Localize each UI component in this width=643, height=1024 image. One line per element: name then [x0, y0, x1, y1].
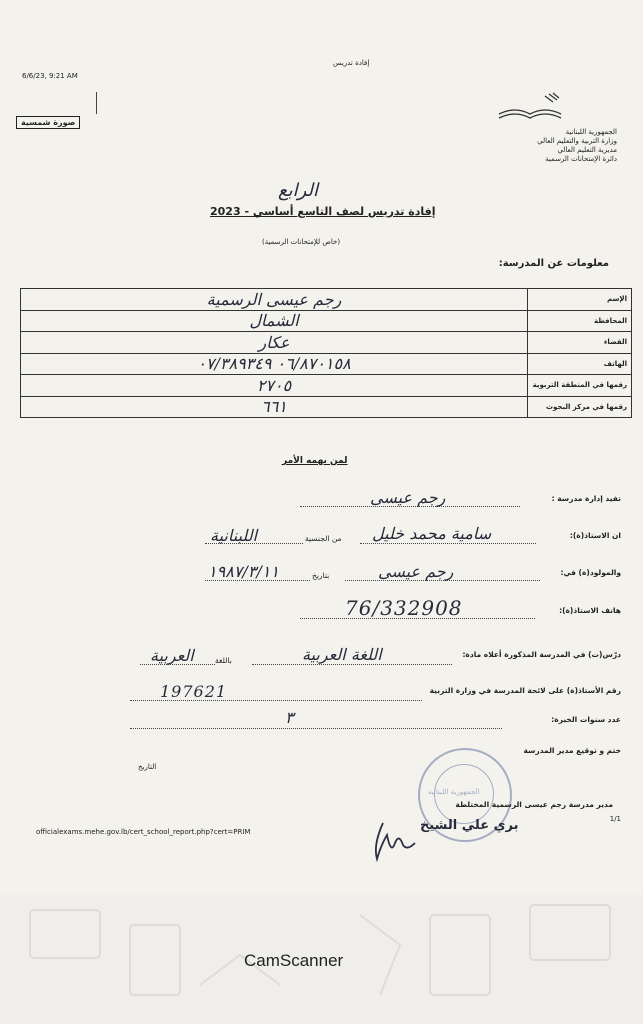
stamp-text: الجمهورية اللبنانية	[428, 788, 480, 796]
teacher-name-value: سامية محمد خليل	[372, 524, 492, 543]
ministry-line: وزارة التربية والتعليم العالي	[537, 137, 617, 145]
document-subtitle: (خاص للإمتحانات الرسمية)	[262, 238, 341, 246]
to-whom-heading: لمن يهمه الأمر	[282, 456, 348, 466]
teacher-number-value: 197621	[160, 682, 228, 701]
fill-line	[130, 728, 502, 729]
school-info-table	[20, 288, 632, 418]
research-number-value: ٦٦١	[21, 396, 528, 418]
teacher-phone-value: 76/332908	[345, 596, 463, 620]
date-label: التاريخ	[138, 763, 157, 771]
ministry-line: مديرية التعليم العالي	[557, 146, 617, 154]
teacher-label: ان الاستاذ(ة):	[569, 531, 621, 540]
table-row	[21, 353, 632, 375]
district-value: عكار	[21, 332, 528, 354]
birthdate-label: بتاريخ	[312, 571, 330, 580]
camscanner-brand: CamScanner	[244, 951, 344, 970]
phone-label: الهاتف	[528, 353, 632, 375]
director-name: بري علي الشيخ	[420, 818, 519, 833]
fill-line	[360, 543, 536, 544]
experience-label: عدد سنوات الخبرة:	[551, 715, 621, 724]
book-logo-icon	[495, 92, 565, 124]
school-admin-label: تفيد إدارة مدرسة :	[551, 494, 621, 503]
research-number-label: رقمها في مركز البحوث	[528, 396, 632, 418]
signature-icon	[365, 815, 420, 865]
ministry-line: الجمهورية اللبنانية	[565, 128, 617, 136]
nationality-value: اللبنانية	[210, 526, 258, 545]
school-name-label: الإسم	[528, 289, 632, 311]
district-label: القضاء	[528, 332, 632, 354]
ministry-line: دائرة الإمتحانات الرسمية	[545, 155, 617, 163]
nationality-label: من الجنسية	[305, 534, 342, 543]
governorate-label: المحافظة	[528, 310, 632, 332]
school-admin-value: رجم عيسى	[370, 488, 446, 507]
language-label: باللغة	[215, 656, 232, 665]
document-title: إفادة تدريس لصف التاسع أساسي - 2023	[210, 205, 436, 218]
margin-mark	[96, 92, 97, 114]
birthplace-value: رجم عيسى	[378, 562, 454, 581]
table-row	[21, 375, 632, 397]
birthdate-value: ١٩٨٧/٣/١١	[208, 562, 279, 581]
governorate-value: الشمال	[21, 310, 528, 332]
language-value: العربية	[150, 646, 194, 665]
subject-value: اللغة العربية	[302, 645, 382, 664]
school-info-heading: معلومات عن المدرسة:	[498, 258, 609, 269]
table-row	[21, 289, 632, 311]
experience-value: ٣	[285, 708, 294, 727]
fill-line	[252, 664, 452, 665]
region-number-label: رقمها في المنطقة التربوية	[528, 375, 632, 397]
subject-label: درّس(ت) في المدرسة المذكورة أعلاه مادة:	[462, 650, 621, 659]
photo-box: صورة شمسية	[16, 116, 80, 129]
school-name-value: رجم عيسى الرسمية	[21, 289, 528, 311]
page-label: إفادة تدريس	[333, 59, 370, 67]
phone-value: ٠٦/٨٧٠١٥٨ ٠٧/٣٨٩٣٤٩	[21, 353, 528, 375]
table-row	[21, 396, 632, 418]
teacher-phone-label: هاتف الاستاذ(ة):	[559, 606, 621, 615]
ministry-block	[537, 128, 617, 164]
grade-handwritten: الرابع	[278, 180, 319, 201]
teacher-number-label: رقم الأستاذ(ة) على لائحة المدرسة في وزارة التربية	[429, 686, 621, 695]
birthplace-label: والمولود(ة) في:	[560, 568, 621, 577]
director-title: مدير مدرسة رجم عيسى الرسمية المختلطة	[455, 800, 613, 809]
app-bottom-bar	[0, 895, 643, 1024]
print-timestamp: 6/6/23, 9:21 AM	[22, 72, 78, 80]
table-row	[21, 332, 632, 354]
signature-label: ختم و توقيع مدير المدرسة	[523, 746, 621, 755]
page-number: 1/1	[609, 815, 621, 823]
table-row	[21, 310, 632, 332]
region-number-value: ٢٧٠٥	[21, 375, 528, 397]
source-url: officialexams.mehe.gov.lb/cert_school_report.php?cert=PRIM	[36, 828, 251, 836]
